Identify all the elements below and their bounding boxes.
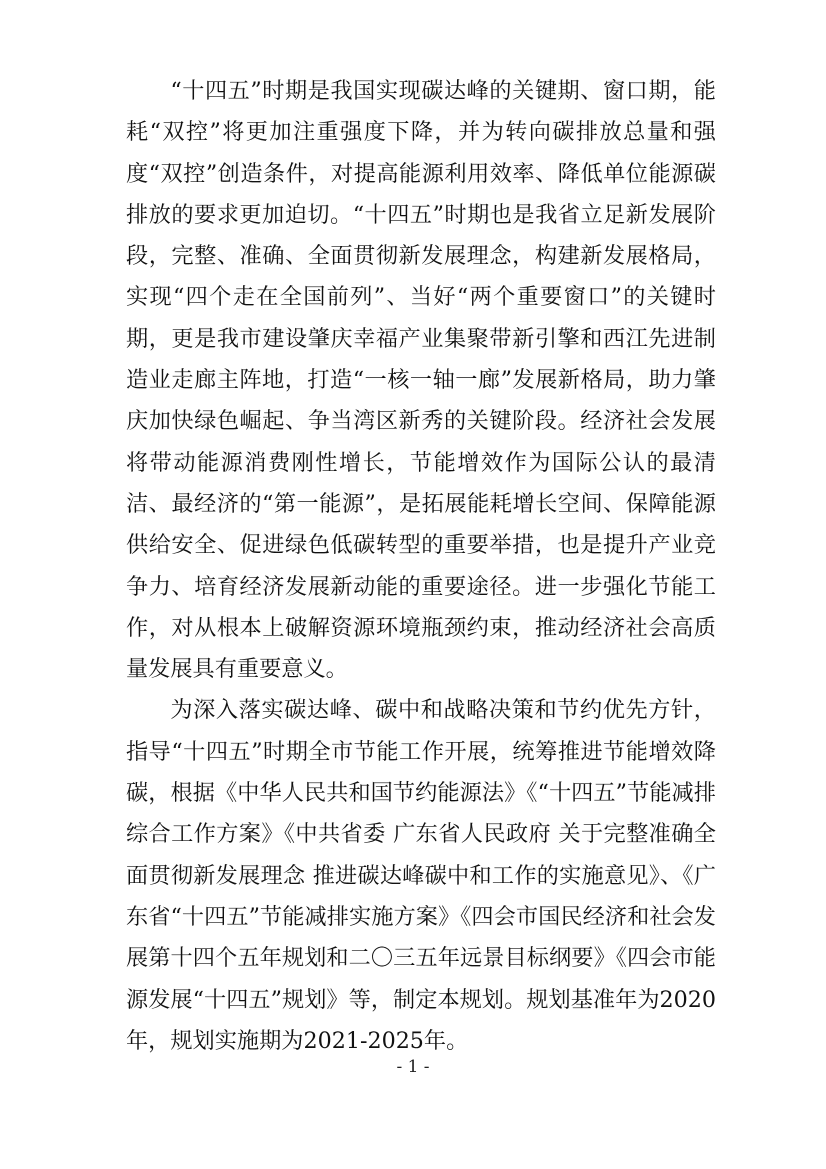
paragraph-basis: 为深入落实碳达峰、碳中和战略决策和节约优先方针，指导“十四五”时期全市节能工作开展，统筹推进节能增效降碳，根据《中华人民共和国节约能源法》《“十四五”节能减排综合工作方案》《中共省委 广东省人民政府 关于完整准确全面贯彻新发展理念 推进碳达峰碳中和工作的实施意见》、《广东省“十四五”节能减排实施方案》《四会市国民经济和社会发展第十四个五年规划和二〇三五年远景目标纲要》《四会市能源发展“十四五”规划》等，制定本规划。规划基准年为2020年，规划实施期为2021-2025年。 [126,697,716,1054]
document-body [126,71,716,1062]
page-number: - 1 - [396,1057,430,1077]
paragraph-context: “十四五”时期是我国实现碳达峰的关键期、窗口期，能耗“双控”将更加注重强度下降，并为转向碳排放总量和强度“双控”创造条件，对提高能源利用效率、降低单位能源碳排放的要求更加迫切。“十四五”时期也是我省立足新发展阶段，完整、准确、全面贯彻新发展理念，构建新发展格局，实现“四个走在全国前列”、当好“两个重要窗口”的关键时期，更是我市建设肇庆幸福产业集聚带新引擎和西江先进制造业走廊主阵地，打造“一核一轴一廊”发展新格局，助力肇庆加快绿色崛起、争当湾区新秀的关键阶段。经济社会发展将带动能源消费刚性增长，节能增效作为国际公认的最清洁、最经济的“第一能源”，是拓展能耗增长空间、保障能源供给安全、促进绿色低碳转型的重要举措，也是提升产业竞争力、培育经济发展新动能的重要途径。进一步强化节能工作，对从根本上破解资源环境瓶颈约束，推动经济社会高质量发展具有重要意义。 [126,78,716,683]
